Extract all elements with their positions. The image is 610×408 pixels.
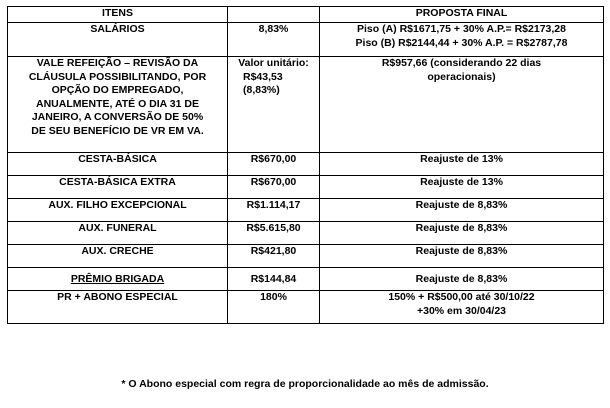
footnote: * O Abono especial com regra de proporcionalidade ao mês de admissão. <box>121 378 489 390</box>
proposta-premio-brigada: Reajuste de 8,83% <box>320 268 604 291</box>
proposta-aux-funeral: Reajuste de 8,83% <box>320 222 604 245</box>
item-salarios: SALÁRIOS <box>8 23 228 57</box>
table-row <box>8 176 604 199</box>
item-line: OPÇÃO DO EMPREGADO, <box>51 84 184 97</box>
header-proposta-final: PROPOSTA FINAL <box>320 7 604 23</box>
proposta-line: operacionais) <box>427 70 496 83</box>
valor-aux-creche: R$421,80 <box>228 245 320 268</box>
item-aux-creche: AUX. CRECHE <box>8 245 228 268</box>
valor-salarios: 8,83% <box>228 23 320 57</box>
item-pr-abono-especial: PR + ABONO ESPECIAL <box>8 291 228 324</box>
proposta-vale-refeicao <box>320 57 604 153</box>
item-line: VALE REFEIÇÃO – REVISÃO DA <box>36 57 199 69</box>
item-line: DE SEU BENEFÍCIO DE VR EM VA. <box>31 124 204 137</box>
header-row <box>8 7 604 23</box>
proposta-line: +30% em 30/04/23 <box>416 304 507 317</box>
proposta-salarios <box>320 23 604 57</box>
item-aux-filho-excepcional: AUX. FILHO EXCEPCIONAL <box>8 199 228 222</box>
proposta-line: 150% + R$500,00 até 30/10/22 <box>388 291 535 303</box>
item-premio-brigada-text: PRÊMIO BRIGADA <box>70 273 165 285</box>
table-row <box>8 57 604 153</box>
valor-pr-abono-especial: 180% <box>228 291 320 324</box>
table-row <box>8 245 604 268</box>
item-premio-brigada <box>8 268 228 291</box>
valor-cesta-basica: R$670,00 <box>228 153 320 176</box>
proposta-line: R$957,66 (considerando 22 dias <box>381 57 542 69</box>
valor-line: R$43,53 <box>243 70 283 83</box>
item-cesta-basica-extra: CESTA-BÁSICA EXTRA <box>8 176 228 199</box>
proposta-line: Piso (B) R$2144,44 + 30% A.P. = R$2787,78 <box>355 36 568 49</box>
valor-cesta-basica-extra: R$670,00 <box>228 176 320 199</box>
table-row <box>8 23 604 57</box>
item-aux-funeral: AUX. FUNERAL <box>8 222 228 245</box>
valor-line: (8,83%) <box>243 84 280 97</box>
item-line: CLÁUSULA POSSIBILITANDO, POR <box>28 70 207 83</box>
valor-aux-funeral: R$5.615,80 <box>228 222 320 245</box>
item-line: ANUALMENTE, ATÉ O DIA 31 DE <box>36 97 199 110</box>
table-row <box>8 291 604 324</box>
item-vale-refeicao <box>8 57 228 153</box>
item-line: JANEIRO, A CONVERSÃO DE 50% <box>31 111 204 124</box>
valor-line: Valor unitário: <box>238 57 309 69</box>
valor-premio-brigada: R$144,84 <box>228 268 320 291</box>
header-blank <box>228 7 320 23</box>
proposta-cesta-basica: Reajuste de 13% <box>320 153 604 176</box>
table-row <box>8 222 604 245</box>
proposta-aux-creche: Reajuste de 8,83% <box>320 245 604 268</box>
proposal-table <box>7 6 604 324</box>
proposta-pr-abono-especial <box>320 291 604 324</box>
valor-aux-filho-excepcional: R$1.114,17 <box>228 199 320 222</box>
table-row <box>8 268 604 291</box>
proposta-aux-filho-excepcional: Reajuste de 8,83% <box>320 199 604 222</box>
header-itens: ITENS <box>8 7 228 23</box>
item-cesta-basica: CESTA-BÁSICA <box>8 153 228 176</box>
valor-vale-refeicao <box>228 57 320 153</box>
table-row <box>8 153 604 176</box>
proposta-cesta-basica-extra: Reajuste de 13% <box>320 176 604 199</box>
table-row <box>8 199 604 222</box>
proposta-line: Piso (A) R$1671,75 + 30% A.P.= R$2173,28 <box>357 23 566 35</box>
